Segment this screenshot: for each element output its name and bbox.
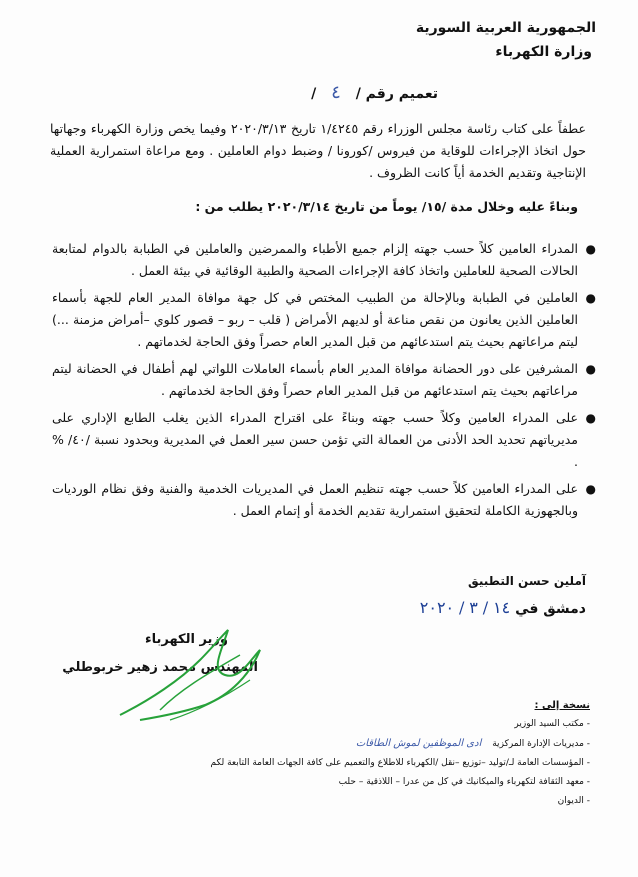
bullet-icon: ● xyxy=(585,291,596,305)
list-item: - المؤسسات العامة لـ/توليد –توزيع –نقل /الكهرباء للاطلاع والتعميم على كافة الجهات العامة التابعة لكم xyxy=(210,758,590,768)
list-item: ● على المدراء العامين كلاً حسب جهته تنظيم العمل في المديريات الخدمية والفنية وفق نظام الورديات وبالجهوزية الكاملة لتحقيق استمرارية تقديم الخدمة أو إتمام العمل . xyxy=(52,478,600,522)
requirements-list xyxy=(52,238,600,527)
signature-title: وزير الكهرباء xyxy=(144,632,228,647)
date-month: ٣ xyxy=(469,598,478,617)
list-item: - مكتب السيد الوزير xyxy=(514,719,590,729)
signatory-name: المهندس محمد زهير خربوطلي xyxy=(62,660,258,675)
signature-scribble xyxy=(110,620,270,730)
bullet-icon: ● xyxy=(585,242,596,256)
cc-title: نسخة إلى : xyxy=(534,700,590,711)
bullet-icon: ● xyxy=(585,362,596,376)
list-item: ● المدراء العامين كلاً حسب جهته إلزام جميع الأطباء والممرضين والعاملين في الطبابة بالدوام لمتابعة الحالات الصحية للعاملين واتخاذ كافة الإجراءات الصحية والطبية الوقائية في بيئة العمل . xyxy=(52,238,600,282)
date-line: دمشق في ١٤ / ٣ / ٢٠٢٠ xyxy=(419,598,586,617)
circular-number: ٤ xyxy=(331,82,341,103)
republic-header: الجمهورية العربية السورية xyxy=(415,20,596,36)
list-item: - معهد الثقافة لتكهرباء والميكانيك في كل من عدرا – اللاذقية – حلب xyxy=(338,777,590,787)
list-item: ● المشرفين على دور الحضانة موافاة المدير العام بأسماء العاملات اللواتي لهم أطفال في الحضانة ليتم مراعاتهم بحيث يتم استدعائهم من قبل المدير العام حصراً وفق الحاجة لخدماتهم . xyxy=(52,358,600,402)
list-item: ● على المدراء العامين وكلاً حسب جهته وبناءً على اقتراح المدراء الذين يغلب الطابع الإداري على مديرياتهم تحديد الحد الأدنى من العمالة التي تؤمن حسن سير العمل في المديرية وبحدود نسبة /٤٠/ % . xyxy=(52,407,600,473)
date-day: ١٤ xyxy=(493,598,511,617)
date-label: دمشق في xyxy=(515,601,586,617)
circular-number-line xyxy=(311,82,438,103)
cc-list xyxy=(30,718,590,814)
list-item: ● العاملين في الطبابة وبالإحالة من الطبيب المختص في كل جهة موافاة المدير العام للجهة بأسماء العاملين الذين يعانون من نقص مناعة أو لديهم الأمراض ( قلب – ربو – قصور كلوي –أمراض مزمنة ...) ليتم مراعاتهم بحيث يتم استدعائهم من قبل المدير العام حصراً وفق الحاجة لخدماتهم . xyxy=(52,287,600,353)
date-year: ٢٠٢٠ xyxy=(419,598,455,617)
circular-label: تعميم رقم / xyxy=(355,86,438,102)
instruction-line: وبناءً عليه وخلال مدة /١٥/ يوماً من تاريخ ٢٠٢٠/٣/١٤ يطلب من : xyxy=(195,199,578,214)
handwritten-note: ادى الموظفين لموش الطاقات xyxy=(355,738,482,749)
circular-suffix: / xyxy=(311,86,317,102)
closing-line: آملين حسن التطبيق xyxy=(468,574,586,588)
list-item: - الديوان xyxy=(557,796,590,806)
ministry-header: وزارة الكهرباء xyxy=(495,44,592,60)
bullet-icon: ● xyxy=(585,482,596,496)
intro-paragraph: عطفاً على كتاب رئاسة مجلس الوزراء رقم ١/٤٢٤٥ تاريخ ٢٠٢٠/٣/١٣ وفيما يخص وزارة الكهرباء وجهاتها حول اتخاذ الإجراءات للوقاية من فيروس /كورونا / وضبط دوام العاملين . ومع مراعاة استمرارية العملية الإنتاجية وتقديم الخدمة أياً كانت الظروف . xyxy=(50,121,586,180)
list-item: - مديريات الإدارة المركزية ادى الموظفين لموش الطاقات xyxy=(355,738,590,749)
bullet-icon: ● xyxy=(585,411,596,425)
